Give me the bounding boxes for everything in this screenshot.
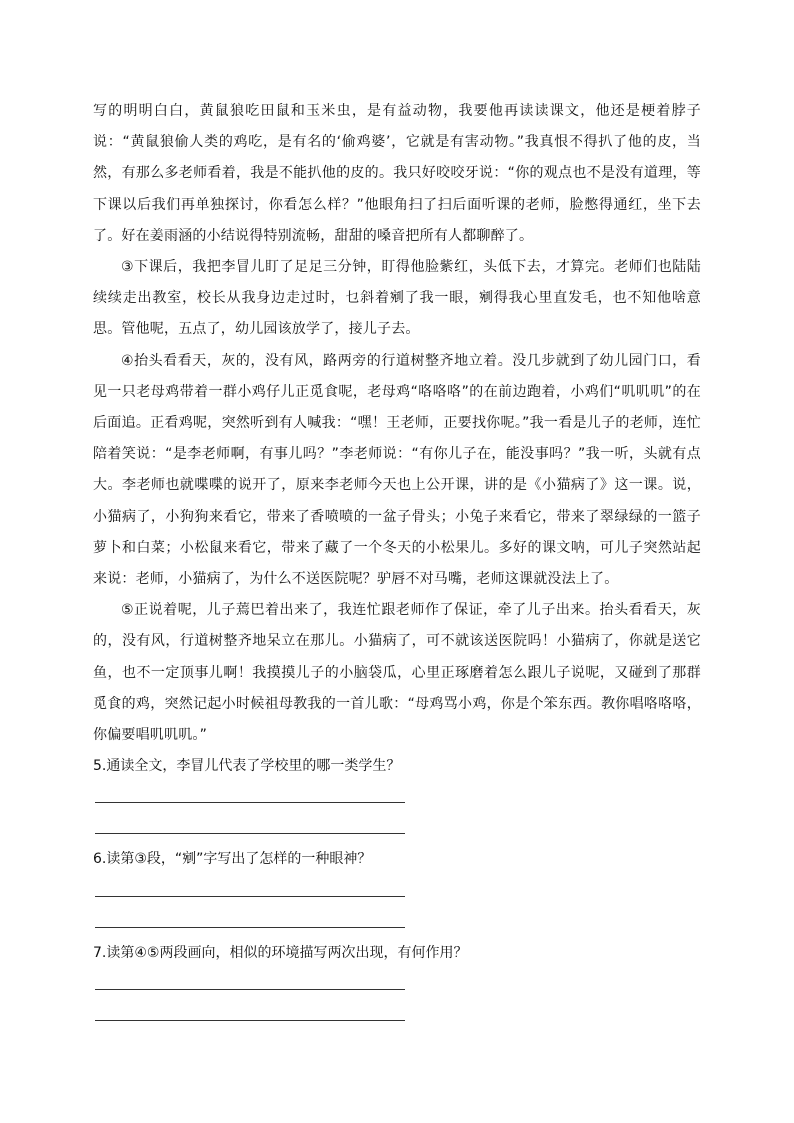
question-7-text: 7.读第④⑤两段画向，相似的环境描写两次出现，有何作用？	[93, 944, 468, 961]
question-5	[93, 751, 701, 834]
answer-line[interactable]	[95, 1020, 405, 1021]
question-7	[93, 938, 701, 1021]
paragraph-5: ⑤正说着呢，儿子蔫巴着出来了，我连忙跟老师作了保证，牵了儿子出来。抬头看看天，灰的，没有风，行道树整齐地呆立在那儿。小猫病了，可不就该送医院吗！小猫病了，你就是送它鱼，也不一定顶事儿啊！我摸摸儿子的小脑袋瓜，心里正琢磨着怎么跟儿子说呢，又碰到了那群觅食的鸡，突然记起小时候祖母教我的一首儿歌：“母鸡骂小鸡，你是个笨东西。教你唱咯咯咯，你偏要唱叽叽叽。”	[93, 602, 701, 744]
question-6	[93, 844, 701, 927]
question-6-text: 6.读第③段，“剜”字写出了怎样的一种眼神？	[93, 851, 372, 868]
page-content	[93, 96, 701, 1021]
paragraph-3: ③下课后，我把李冒儿盯了足足三分钟，盯得他脸紫红，头低下去，才算完。老师们也陆陆续续走出教室，校长从我身边走过时，乜斜着剜了我一眼，剜得我心里直发毛，也不知他啥意思。管他呢，五点了，幼儿园该放学了，接儿子去。	[93, 259, 701, 338]
paragraph-4: ④抬头看看天，灰的，没有风，路两旁的行道树整齐地立着。没几步就到了幼儿园门口，看见一只老母鸡带着一群小鸡仔儿正觅食呢，老母鸡“咯咯咯”的在前边跑着，小鸡们“叽叽叽”的在后面追。正看鸡呢，突然听到有人喊我：“嘿！王老师，正要找你呢。”我一看是儿子的老师，连忙陪着笑说：“是李老师啊，有事儿吗？”李老师说：“有你儿子在，能没事吗？”我一听，头就有点大。李老师也就喋喋的说开了，原来李老师今天也上公开课，讲的是《小猫病了》这一课。说，小猫病了，小狗狗来看它，带来了香喷喷的一盆子骨头；小兔子来看它，带来了翠绿绿的一篮子萝卜和白菜；小松鼠来看它，带来了藏了一个冬天的小松果儿。多好的课文呐，可儿子突然站起来说：老师，小猫病了，为什么不送医院呢？驴唇不对马嘴，老师这课就没法上了。	[93, 352, 701, 588]
paragraph-continued: 写的明明白白，黄鼠狼吃田鼠和玉米虫，是有益动物，我要他再读读课文，他还是梗着脖子说：“黄鼠狼偷人类的鸡吃，是有名的‘偷鸡婆’，它就是有害动物。”我真恨不得扒了他的皮，当然，有那么多老师看着，我是不能扒他的皮的。我只好咬咬牙说：“你的观点也不是没有道理，等下课以后我们再单独探讨，你看怎么样？”他眼角扫了扫后面听课的老师，脸憋得通红，坐下去了。好在姜雨涵的小结说得特别流畅，甜甜的嗓音把所有人都聊醉了。	[93, 103, 701, 244]
question-5-text: 5.通读全文，李冒儿代表了学校里的哪一类学生？	[93, 758, 401, 775]
